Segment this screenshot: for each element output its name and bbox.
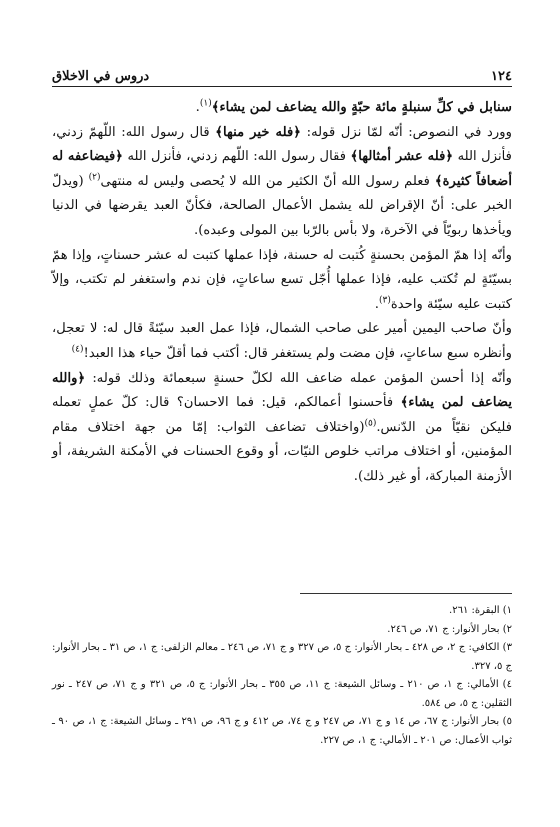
page-number: ١٢٤ — [491, 69, 512, 84]
footnotes — [52, 602, 512, 750]
text-run: فأحسنوا أعمالكم، قيل: فما الاحسان؟ قال: كلّ عملٍ تعمله فليكن نقيّاً من الدّنس. — [52, 395, 512, 435]
text-run: (ويدلّ الخبر على: أنّ الإقراض لله يشمل الأعمال الصالحة، فكأنّ العبد يقرضها في الدنيا ويأخذها ربويّاً في الآخرة، ولا بأس بالرّبا بين المولى وعبده). — [52, 173, 512, 238]
paragraph-3 — [52, 244, 512, 318]
paragraph-2 — [52, 121, 512, 244]
footnote-5: ٥) بحار الأنوار: ج ٦٧، ص ١٤ و ج ٧١، ص ٢٤٧ و ج ٧٤، ص ٤١٢ و ج ٩٦، ص ٢٩١ ـ وسائل الشيعة: ج ١، ص ٩٠ ـ ثواب الأعمال: ص ٢٠١ ـ الأمالي: ج ١، ص ٢٢٧. — [52, 716, 512, 746]
header-divider — [52, 86, 512, 87]
text-run: وأنّه إذا أحسن المؤمن عمله ضاعف الله لكلّ حسنةٍ سبعمائة وذلك قوله: — [85, 370, 512, 386]
paragraph-5 — [52, 367, 512, 490]
footnote-2: ٢) بحار الأنوار: ج ٧١، ص ٢٤٦. — [387, 623, 512, 635]
footnote-1: ١) البقرة: ٢٦١. — [449, 605, 512, 616]
footnote-ref: (٤) — [71, 344, 84, 355]
text-run: فقال رسول الله: اللّهم زدني، فأنزل الله — [123, 149, 351, 165]
quran-verse: ﴿فيضاعفه له أضعافاً كثيرة﴾ — [52, 149, 512, 189]
quran-verse: ﴿والله يضاعف لمن يشاء﴾ — [52, 370, 513, 411]
footnote-4: ٤) الأمالي: ج ١، ص ٢١٠ ـ وسائل الشيعة: ج ١١، ص ٣٥٥ ـ بحار الأنوار: ج ٥، ص ٣٢١ و ج ٧١، ص ٢٤٧ ـ نور الثقلين: ج ٥، ص ٥٨٤. — [52, 679, 512, 709]
paragraph-end: . — [195, 100, 200, 115]
text-run: وأنّ صاحب اليمين أمير على صاحب الشمال، فإذا عمل العبد سيّئةً قال له: لا تعجل، وأنظره سبع ساعاتٍ، فإن مضت ولم يستغفر قال: أكتب فما أقلّ حياء هذا العبد! — [52, 321, 512, 361]
footnote-divider — [300, 593, 512, 594]
footnote-3: ٣) الكافي: ج ٢، ص ٤٢٨ ـ بحار الأنوار: ج ٥، ص ٣٢٧ و ج ٧١، ص ٢٤٦ ـ معالم الزلفى: ج ١، ص ٣١ ـ بحار الأنوار: ج ٥، ٣٢٧. — [52, 642, 512, 672]
footnote-ref: (١) — [199, 98, 212, 109]
text-run: وورد في النصوص: أنّه لمّا نزل قوله: — [301, 124, 512, 140]
paragraph-1 — [52, 96, 512, 121]
quran-verse: سنابل في كلِّ سنبلةٍ مائة حبّةٍ والله يضاعف لمن يشاء﴾ — [211, 100, 512, 115]
footnote-ref: (٥) — [364, 418, 377, 429]
text-run: (واختلاف تضاعف الثواب: إمّا من جهة اختلاف مقام المؤمنين، أو اختلاف مراتب خلوص النيّات، أو وقوع الحسنات في الأمكنة الشريفة، أو الأزمنة المباركة، أو غير ذلك). — [52, 419, 512, 484]
paragraph-4 — [52, 317, 512, 366]
text-run: قال رسول الله: اللّهمّ زدني، فأنزل الله — [52, 124, 512, 165]
paragraph-end: . — [374, 296, 379, 312]
footnote-ref: (٢) — [88, 172, 101, 183]
text-run: وأنّه إذا همّ المؤمن بحسنةٍ كُتبت له حسنة، فإذا عملها كتبت له عشر حسناتٍ، وإذا همّ بسيّئةٍ لم تُكتب عليه، فإذا عملها أُجّل تسع ساعاتٍ، فإن ندم واستغفر لم تكتب، وإلاّ كتبت عليه سيّئة واحدة — [52, 247, 512, 312]
book-title: دروس في الاخلاق — [52, 69, 150, 84]
running-header — [52, 62, 512, 84]
text-run: فعلم رسول الله أنّ الكثير من الله لا يُحصى وليس له منتهى — [100, 173, 435, 189]
footnote-ref: (٣) — [378, 295, 391, 306]
quran-verse: ﴿فله خير منها﴾ — [215, 124, 302, 140]
quran-verse: ﴿فله عشر أمثالها﴾ — [350, 149, 454, 165]
main-text — [52, 96, 512, 490]
